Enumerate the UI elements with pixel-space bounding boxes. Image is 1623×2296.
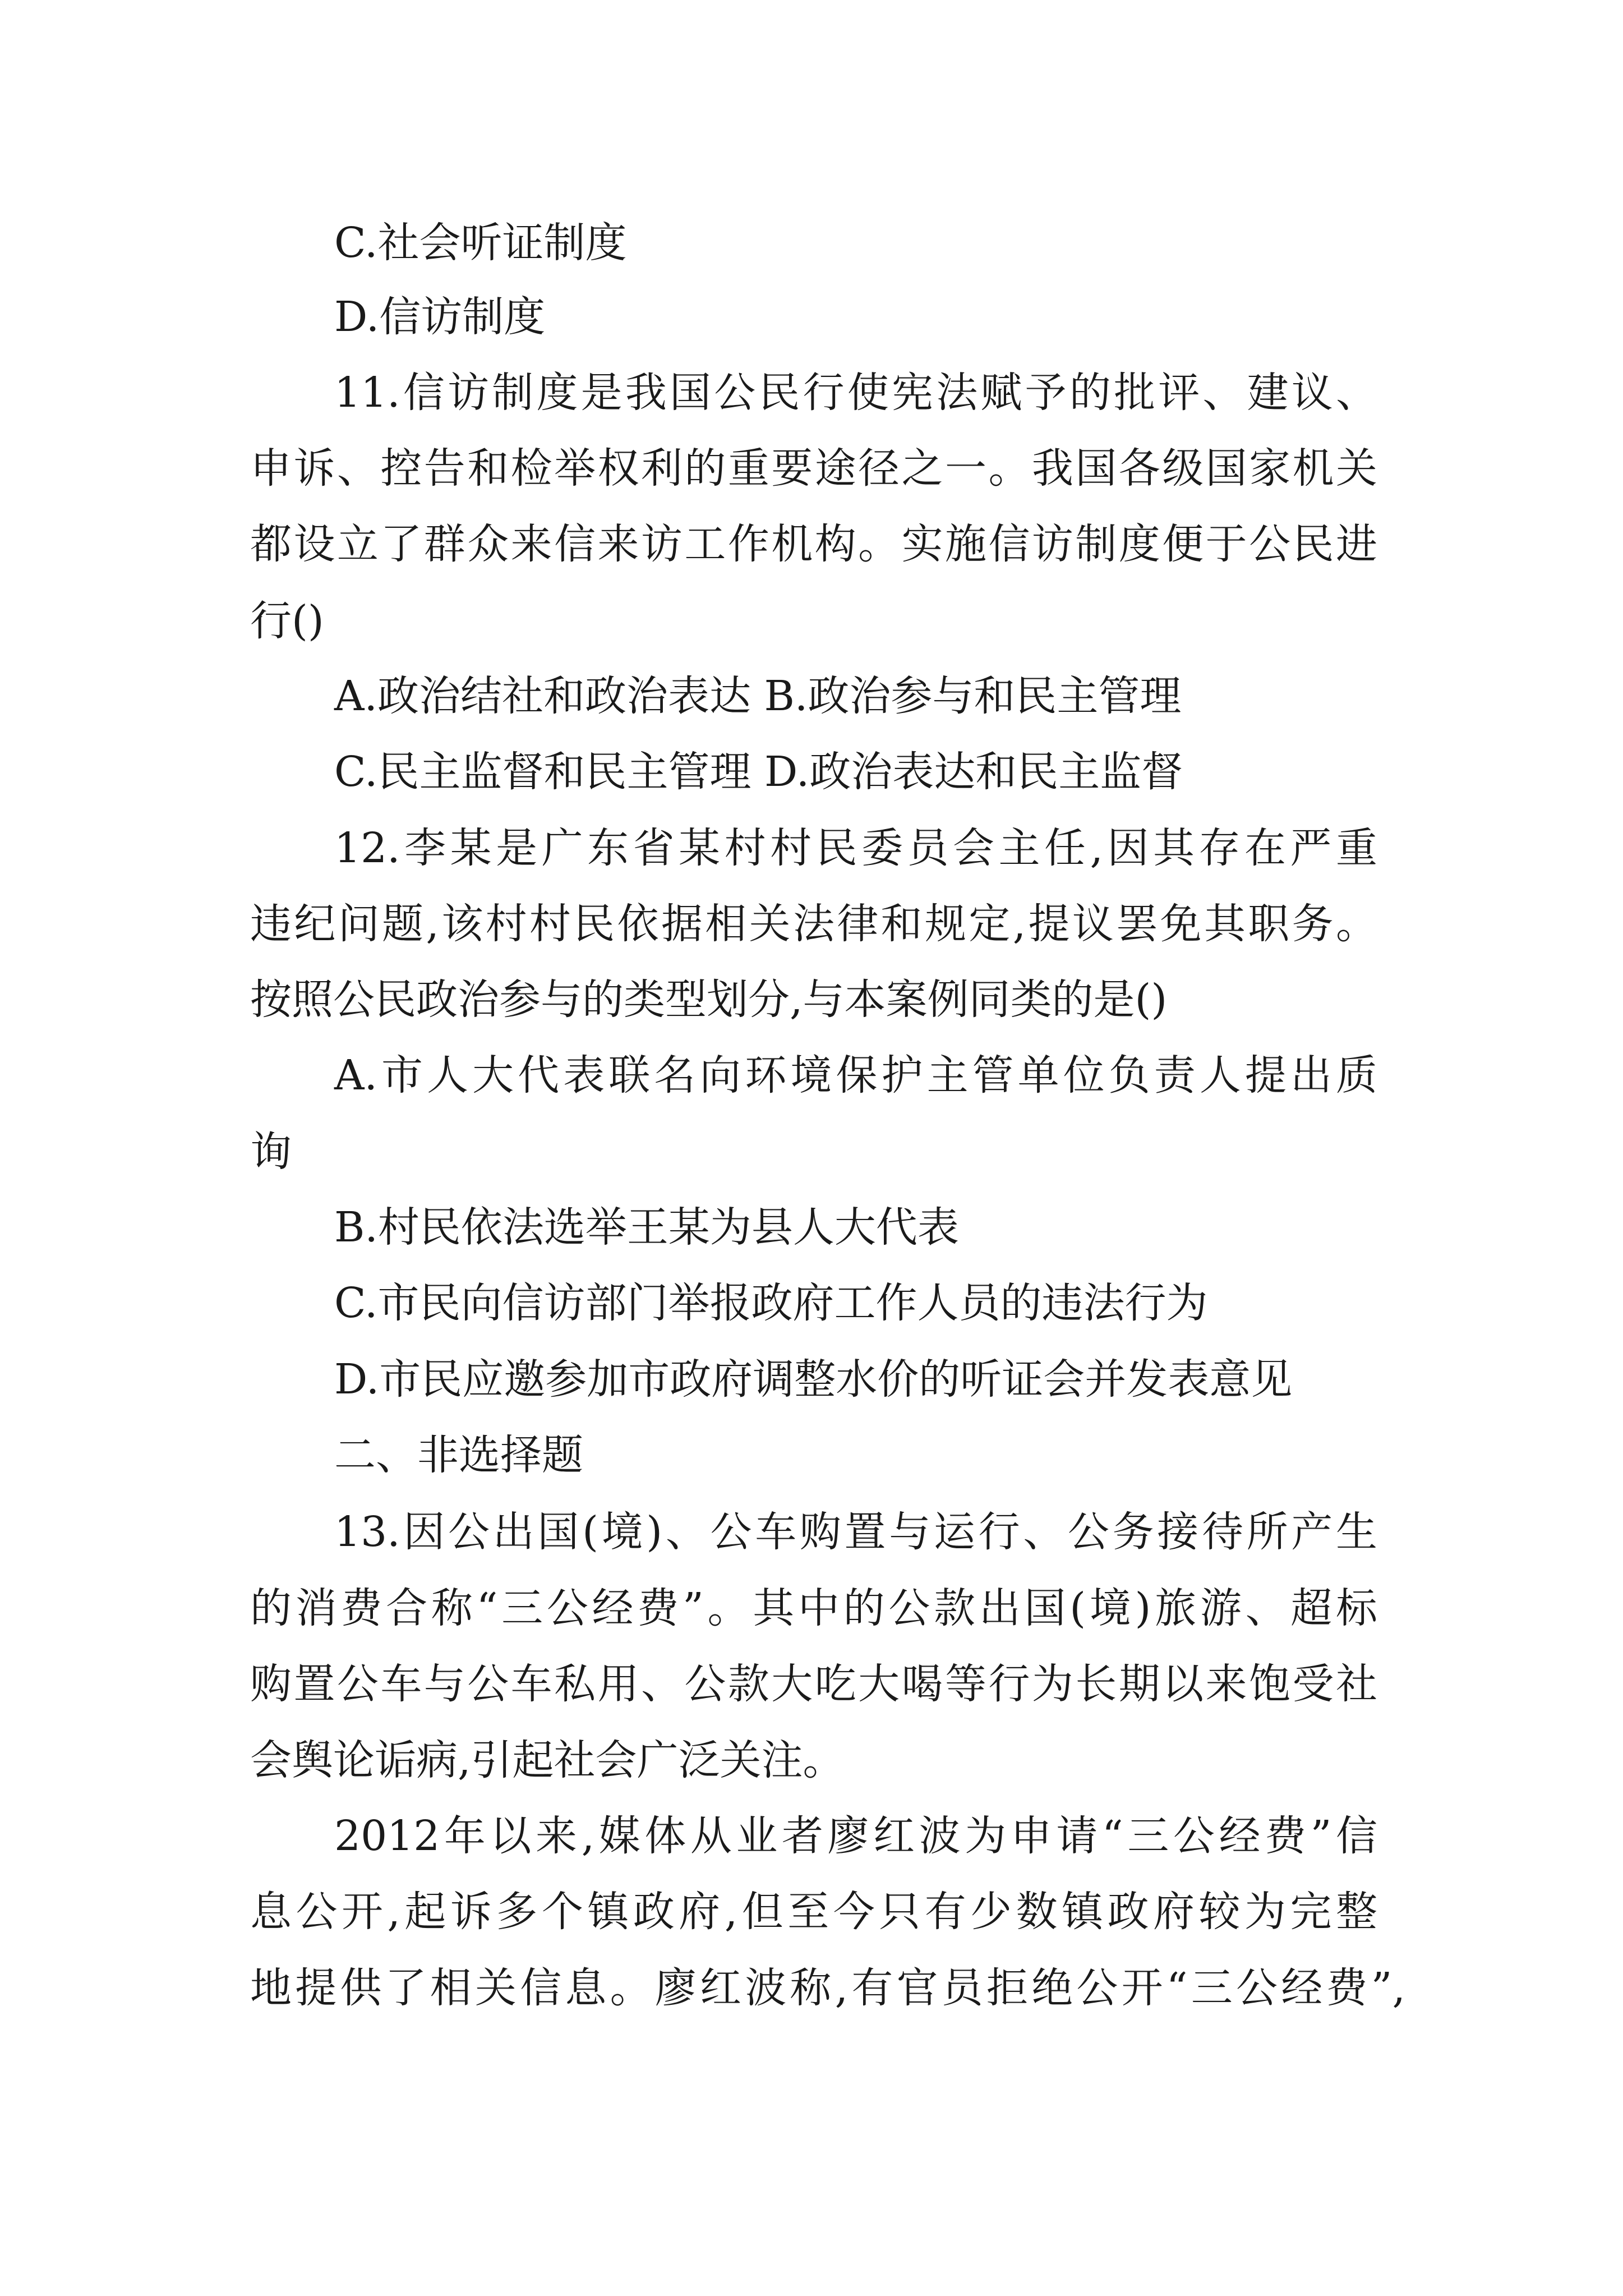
question-12-line-1: 12.李某是广东省某村村民委员会主任,因其存在严重 — [334, 824, 1377, 872]
question-13-line-1: 13.因公出国(境)、公车购置与运行、公务接待所产生 — [334, 1508, 1377, 1556]
paragraph-2012-line-1: 2012年以来,媒体从业者廖红波为申请“三公经费”信 — [334, 1812, 1377, 1860]
question-13-line-3: 购置公车与公车私用、公款大吃大喝等行为长期以来饱受社 — [250, 1660, 1377, 1708]
section-heading-non-choice: 二、非选择题 — [334, 1431, 583, 1479]
paragraph-2012-line-2: 息公开,起诉多个镇政府,但至今只有少数镇政府较为完整 — [250, 1888, 1377, 1936]
question-11-line-3: 都设立了群众来信来访工作机构。实施信访制度便于公民进 — [250, 520, 1377, 568]
question-12-line-2: 违纪问题,该村村民依据相关法律和规定,提议罢免其职务。 — [250, 900, 1377, 948]
question-12-line-3: 按照公民政治参与的类型划分,与本案例同类的是() — [250, 976, 1168, 1024]
question-12-option-a-line-2: 询 — [250, 1128, 292, 1176]
question-12-option-b: B.村民依法选举王某为县人大代表 — [334, 1203, 959, 1251]
option-d-petition: D.信访制度 — [334, 293, 546, 341]
question-13-line-4: 会舆论诟病,引起社会广泛关注。 — [250, 1736, 845, 1784]
question-12-option-c: C.市民向信访部门举报政府工作人员的违法行为 — [334, 1279, 1208, 1327]
question-11-line-4: 行() — [250, 597, 324, 645]
question-11-line-1: 11.信访制度是我国公民行使宪法赋予的批评、建议、 — [334, 369, 1377, 417]
question-11-options-ab: A.政治结社和政治表达 B.政治参与和民主管理 — [334, 672, 1182, 720]
question-11-options-cd: C.民主监督和民主管理 D.政治表达和民主监督 — [334, 748, 1183, 796]
paragraph-2012-line-3: 地提供了相关信息。廖红波称,有官员拒绝公开“三公经费”, — [250, 1964, 1405, 2012]
question-11-line-2: 申诉、控告和检举权利的重要途径之一。我国各级国家机关 — [250, 444, 1377, 493]
question-13-line-2: 的消费合称“三公经费”。其中的公款出国(境)旅游、超标 — [250, 1584, 1377, 1632]
option-c-social-hearing: C.社会听证制度 — [334, 219, 627, 267]
question-12-option-a-line-1: A.市人大代表联名向环境保护主管单位负责人提出质 — [334, 1051, 1377, 1099]
question-12-option-d: D.市民应邀参加市政府调整水价的听证会并发表意见 — [334, 1355, 1293, 1404]
